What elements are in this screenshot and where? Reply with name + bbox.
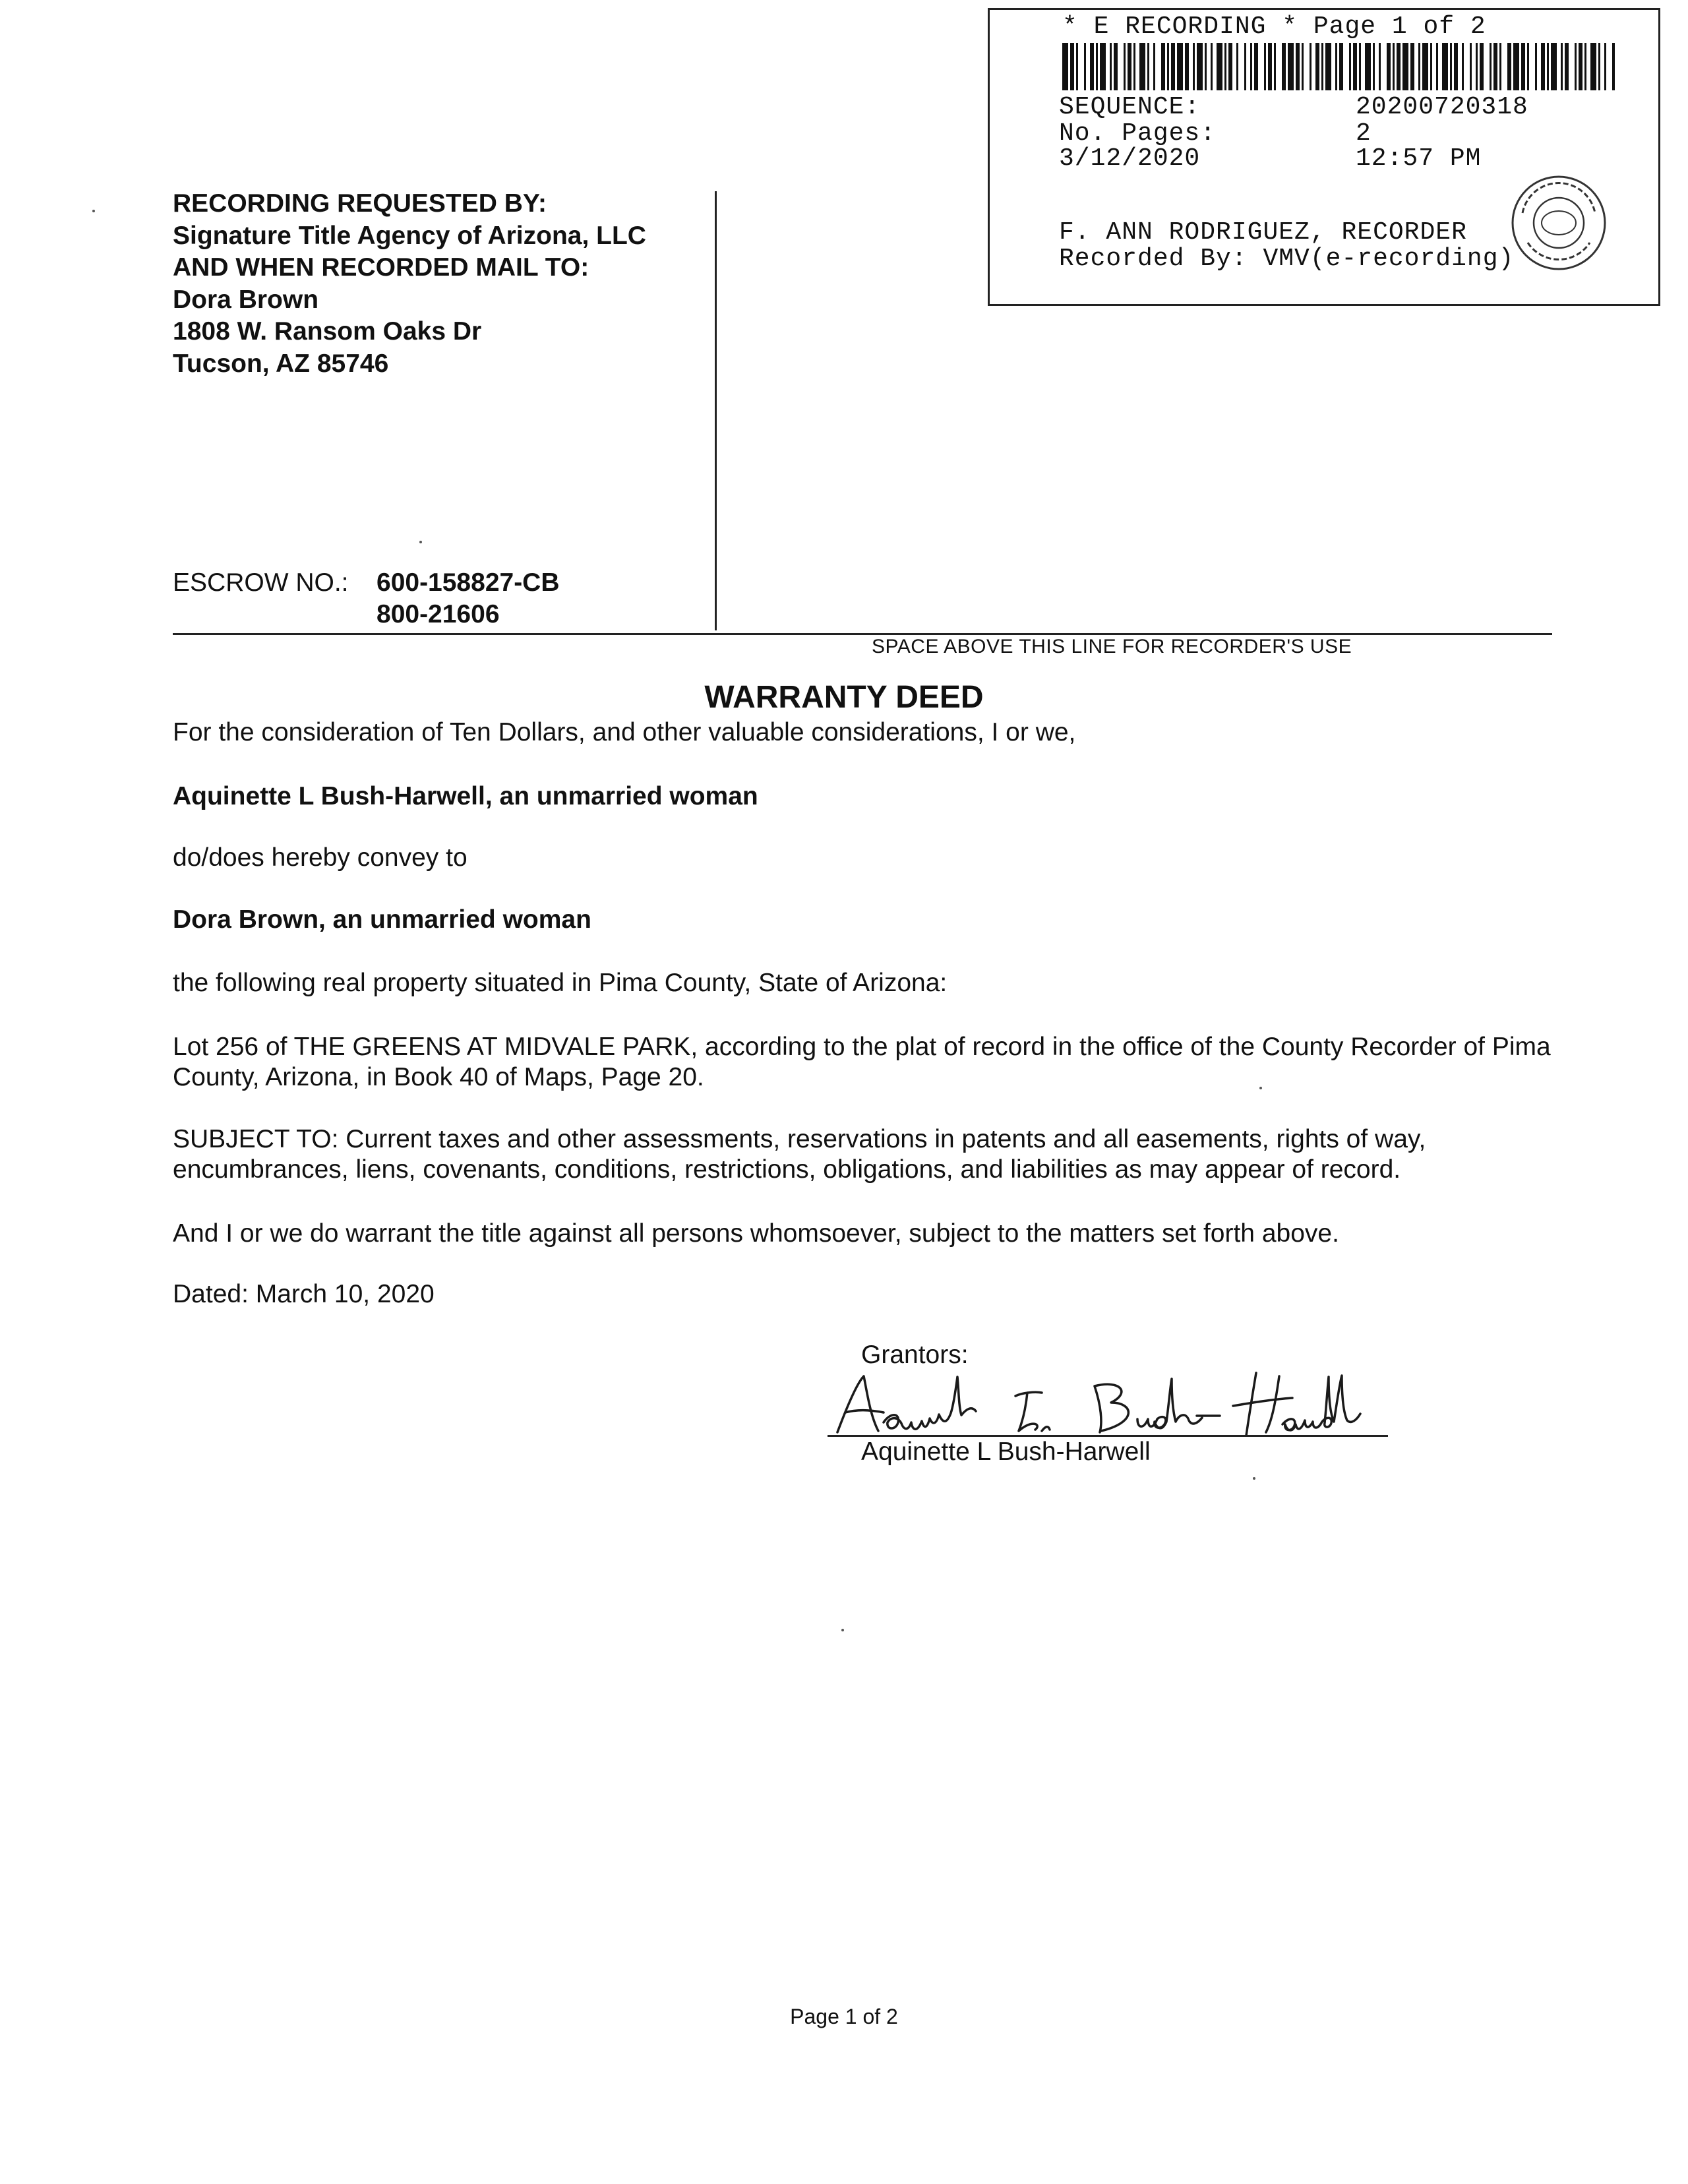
barcode-bar	[1282, 43, 1286, 90]
barcode-bar	[1153, 43, 1155, 90]
barcode-bar	[1315, 43, 1319, 90]
barcode-bar	[1335, 43, 1337, 90]
barcode-bar	[1177, 43, 1183, 90]
barcode-bar	[1393, 43, 1395, 90]
barcode-bar	[1114, 43, 1118, 90]
barcode-bar	[1268, 43, 1272, 90]
barcode-bar	[1062, 43, 1068, 90]
barcode-bar	[1349, 43, 1351, 90]
stamp-header: * E RECORDING * Page 1 of 2	[1062, 13, 1486, 41]
barcode-bar	[1513, 43, 1519, 90]
barcode-bar	[1604, 43, 1606, 90]
recorder-name: F. ANN RODRIGUEZ, RECORDER	[1059, 218, 1467, 247]
mail-city: Tucson, AZ 85746	[173, 349, 389, 378]
barcode-bar	[1193, 43, 1195, 90]
convey-paragraph: do/does hereby convey to	[173, 843, 467, 872]
barcode-bar	[1211, 43, 1213, 90]
county-seal-icon	[1509, 173, 1608, 272]
barcode-bar	[1470, 43, 1472, 90]
barcode-bar	[1590, 43, 1596, 90]
barcode-bar	[1321, 43, 1323, 90]
vertical-divider	[715, 191, 717, 630]
barcode-bar	[1167, 43, 1169, 90]
escrow-number-1: 600-158827-CB	[377, 568, 560, 597]
scan-speck	[419, 541, 422, 543]
barcode-icon	[1062, 43, 1615, 90]
signature-icon	[818, 1366, 1424, 1445]
mail-name: Dora Brown	[173, 286, 319, 314]
barcode-bar	[1244, 43, 1246, 90]
barcode-bar	[1402, 43, 1408, 90]
barcode-bar	[1197, 43, 1203, 90]
barcode-bar	[1521, 43, 1525, 90]
barcode-bar	[1264, 43, 1266, 90]
recorder-stamp	[988, 8, 1660, 306]
escrow-label: ESCROW NO.:	[173, 568, 349, 597]
barcode-bar	[1084, 43, 1086, 90]
sequence-label: SEQUENCE:	[1059, 93, 1201, 121]
page-number: Page 1 of 2	[790, 2005, 898, 2028]
barcode-bar	[1397, 43, 1401, 90]
barcode-bar	[1161, 43, 1165, 90]
requested-by-label: RECORDING REQUESTED BY:	[173, 189, 547, 218]
barcode-bar	[1418, 43, 1420, 90]
grantors-label: Grantors:	[861, 1341, 969, 1369]
barcode-bar	[1527, 43, 1529, 90]
dated-line: Dated: March 10, 2020	[173, 1280, 435, 1308]
warranty-paragraph: And I or we do warrant the title against all persons whomsoever, subject to the matters set forth above.	[173, 1219, 1339, 1248]
barcode-bar	[1490, 43, 1492, 90]
barcode-bar	[1359, 43, 1361, 90]
barcode-bar	[1507, 43, 1511, 90]
deed-title: WARRANTY DEED	[704, 680, 984, 715]
barcode-bar	[1476, 43, 1478, 90]
horizontal-divider-right	[715, 633, 1552, 635]
barcode-bar	[1493, 43, 1497, 90]
barcode-bar	[1436, 43, 1438, 90]
barcode-bar	[1598, 43, 1600, 90]
pages-label: No. Pages:	[1059, 119, 1217, 148]
barcode-bar	[1430, 43, 1432, 90]
barcode-bar	[1296, 43, 1300, 90]
barcode-bar	[1462, 43, 1464, 90]
barcode-bar	[1353, 43, 1357, 90]
barcode-bar	[1499, 43, 1501, 90]
barcode-bar	[1228, 43, 1232, 90]
scan-speck	[1259, 1087, 1262, 1089]
barcode-bar	[1250, 43, 1252, 90]
barcode-bar	[1171, 43, 1175, 90]
barcode-bar	[1302, 43, 1304, 90]
barcode-bar	[1579, 43, 1582, 90]
barcode-bar	[1365, 43, 1371, 90]
barcode-bar	[1450, 43, 1452, 90]
recorded-date: 3/12/2020	[1059, 144, 1201, 173]
recorded-time: 12:57 PM	[1356, 144, 1482, 173]
barcode-bar	[1541, 43, 1545, 90]
barcode-bar	[1274, 43, 1276, 90]
barcode-bar	[1096, 43, 1098, 90]
barcode-bar	[1147, 43, 1149, 90]
sequence-value: 20200720318	[1356, 93, 1528, 121]
barcode-bar	[1224, 43, 1226, 90]
scan-speck	[841, 1629, 844, 1631]
barcode-bar	[1325, 43, 1331, 90]
barcode-bar	[1535, 43, 1537, 90]
legal-description: Lot 256 of THE GREENS AT MIDVALE PARK, according to the plat of record in the office of the County Recorder of Pima County, Arizona, in Book 40 of Maps, Page 20.	[173, 1033, 1551, 1091]
subject-to-paragraph: SUBJECT TO: Current taxes and other assessments, reservations in patents and all easements, rights of way, encumbrances, liens, covenants, conditions, restrictions, obligations, and liabilities as may appear of record.	[173, 1125, 1426, 1184]
barcode-bar	[1551, 43, 1557, 90]
barcode-bar	[1288, 43, 1294, 90]
barcode-bar	[1133, 43, 1135, 90]
barcode-bar	[1561, 43, 1563, 90]
barcode-bar	[1575, 43, 1577, 90]
escrow-number-2: 800-21606	[377, 600, 500, 628]
barcode-bar	[1254, 43, 1258, 90]
grantor: Aquinette L Bush-Harwell, an unmarried woman	[173, 782, 758, 810]
barcode-bar	[1217, 43, 1222, 90]
barcode-bar	[1076, 43, 1078, 90]
barcode-bar	[1185, 43, 1189, 90]
recorded-by: Recorded By: VMV(e-recording)	[1059, 245, 1515, 273]
recorder-use-note: SPACE ABOVE THIS LINE FOR RECORDER'S USE	[872, 636, 1352, 657]
barcode-bar	[1339, 43, 1343, 90]
pages-value: 2	[1356, 119, 1372, 148]
signature-line	[828, 1435, 1388, 1437]
situated-paragraph: the following real property situated in Pima County, State of Arizona:	[173, 969, 948, 997]
barcode-bar	[1422, 43, 1428, 90]
signer-name: Aquinette L Bush-Harwell	[861, 1438, 1151, 1466]
barcode-bar	[1565, 43, 1569, 90]
barcode-bar	[1205, 43, 1207, 90]
barcode-bar	[1612, 43, 1615, 90]
barcode-bar	[1100, 43, 1106, 90]
scan-speck	[92, 210, 95, 212]
barcode-bar	[1442, 43, 1448, 90]
grantee: Dora Brown, an unmarried woman	[173, 905, 591, 934]
barcode-bar	[1387, 43, 1391, 90]
barcode-bar	[1128, 43, 1131, 90]
barcode-bar	[1310, 43, 1311, 90]
barcode-bar	[1110, 43, 1112, 90]
barcode-bar	[1124, 43, 1126, 90]
barcode-bar	[1373, 43, 1375, 90]
barcode-bar	[1139, 43, 1145, 90]
barcode-bar	[1547, 43, 1549, 90]
barcode-bar	[1410, 43, 1414, 90]
barcode-bar	[1379, 43, 1381, 90]
barcode-bar	[1480, 43, 1484, 90]
requested-by: Signature Title Agency of Arizona, LLC	[173, 222, 646, 250]
horizontal-divider-left	[173, 633, 716, 635]
barcode-bar	[1454, 43, 1458, 90]
barcode-bar	[1070, 43, 1074, 90]
mail-to-label: AND WHEN RECORDED MAIL TO:	[173, 253, 589, 282]
barcode-bar	[1236, 43, 1238, 90]
consideration-paragraph: For the consideration of Ten Dollars, and other valuable considerations, I or we,	[173, 718, 1076, 746]
mail-street: 1808 W. Ransom Oaks Dr	[173, 317, 482, 346]
barcode-bar	[1584, 43, 1586, 90]
barcode-bar	[1090, 43, 1094, 90]
scan-speck	[1253, 1477, 1255, 1480]
